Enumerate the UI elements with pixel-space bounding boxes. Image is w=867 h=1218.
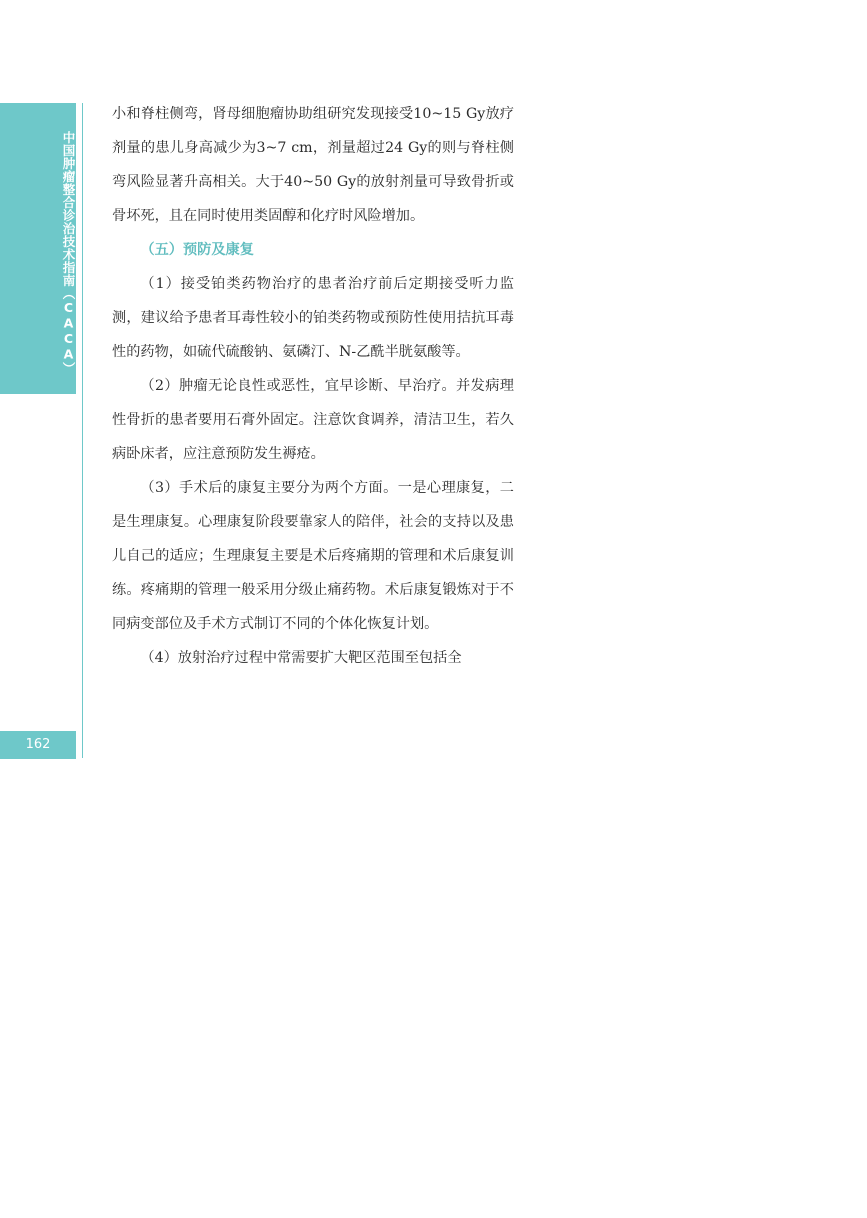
paragraph-intro: 小和脊柱侧弯，肾母细胞瘤协助组研究发现接受10~15 Gy放疗剂量的患儿身高减少为3~7 cm，剂量超过24 Gy的则与脊柱侧弯风险显著升高相关。大于40~50 Gy的放射剂量可导致骨折或骨坏死，且在同时使用类固醇和化疗时风险增加。 <box>112 106 514 224</box>
page-body <box>112 97 514 675</box>
paragraph-1: （1）接受铂类药物治疗的患者治疗前后定期接受听力监测，建议给予患者耳毒性较小的铂类药物或预防性使用拮抗耳毒性的药物，如硫代硫酸钠、氨磷汀、N-乙酰半胱氨酸等。 <box>112 276 514 360</box>
sidebar-book-title <box>0 128 76 378</box>
sidebar-title-text: 中国肿瘤整合诊治技术指南（CACA） <box>61 131 76 375</box>
section-heading: （五）预防及康复 <box>140 242 254 258</box>
paragraph-2: （2）肿瘤无论良性或恶性，宜早诊断、早治疗。并发病理性骨折的患者要用石膏外固定。注意饮食调养，清洁卫生，若久病卧床者，应注意预防发生褥疮。 <box>112 378 514 462</box>
page-number: 162 <box>25 737 51 752</box>
page-number-tab <box>0 731 76 759</box>
paragraph-4: （4）放射治疗过程中常需要扩大靶区范围至包括全 <box>140 650 462 666</box>
paragraph-3: （3）手术后的康复主要分为两个方面。一是心理康复，二是生理康复。心理康复阶段要靠家人的陪伴，社会的支持以及患儿自己的适应；生理康复主要是术后疼痛期的管理和术后康复训练。疼痛期的管理一般采用分级止痛药物。术后康复锻炼对于不同病变部位及手术方式制订不同的个体化恢复计划。 <box>112 480 514 632</box>
sidebar-divider <box>82 103 83 758</box>
